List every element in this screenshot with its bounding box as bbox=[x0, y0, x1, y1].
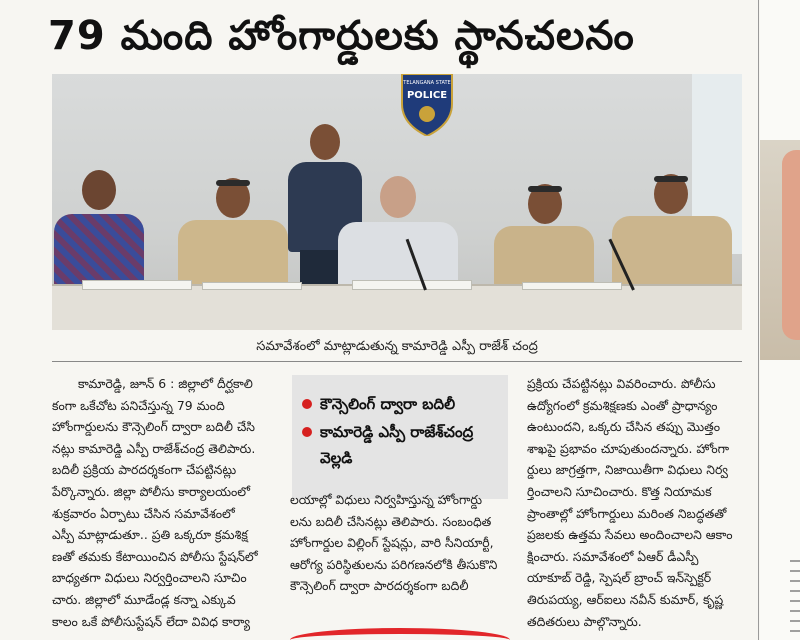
article-column-1 bbox=[52, 373, 284, 632]
col3-line: శాఖపై ప్రభావం చూపుతుందన్నారు. హోంగా bbox=[527, 440, 730, 456]
col1-line: బాధ్యతగా విధులు నిర్వర్తించాలని సూచిం bbox=[52, 570, 247, 586]
col2-line: ఆరోగ్య పరిస్థితులను పరిగణనలోకి తీసుకొని bbox=[290, 556, 498, 572]
adjacent-text bbox=[790, 560, 800, 640]
highlight-text: కౌన్సెలింగ్ ద్వారా బదిలీ bbox=[320, 395, 456, 413]
col3-line: ప్రజలకు ఉత్తమ సేవలు అందించాలని ఆకాం bbox=[527, 527, 733, 543]
next-article-ornament bbox=[290, 628, 510, 640]
col2-line: లను బదిలీ చేసినట్లు తెలిపారు. సంబంధిత bbox=[290, 513, 492, 529]
adjacent-article-strip bbox=[760, 0, 800, 640]
highlight-item bbox=[302, 419, 500, 471]
papers-4 bbox=[522, 282, 622, 290]
papers-3 bbox=[352, 280, 472, 290]
col1-line: కాలం ఒకే పోలీసుస్టేషన్ లేదా వివిధ కార్యా bbox=[52, 613, 251, 629]
article-column-3 bbox=[527, 373, 749, 632]
column-divider bbox=[758, 0, 759, 640]
col3-line: తిరుపయ్య, ఆర్ఐలు నవీన్ కుమార్, కృష్ణ bbox=[527, 591, 724, 607]
col2-line: కౌన్సెలింగ్ ద్వారా పారదర్శకంగా బదిలీ bbox=[290, 578, 469, 594]
photo-caption: సమావేశంలో మాట్లాడుతున్న కామారెడ్డి ఎస్పీ రాజేశ్ చంద్ర bbox=[52, 334, 742, 362]
col3-line: యాకూబ్ రెడ్డి, స్పెషల్ బ్రాంచ్ ఇన్‌స్పెక్టర్ bbox=[527, 570, 712, 586]
col3-line: ఉద్యోగంలో క్రమశిక్షణకు ఎంతో ప్రాధాన్యం bbox=[527, 397, 718, 413]
headline: 79 మంది హోంగార్డులకు స్థానచలనం bbox=[48, 13, 635, 59]
col1-line: చారు. జిల్లాలో మూడేండ్ల కన్నా ఎక్కువ bbox=[52, 591, 236, 607]
col3-line: ఉంటుందని, ఒక్కరు చేసిన తప్పు మొత్తం bbox=[527, 419, 721, 435]
highlight-text: కామారెడ్డి ఎస్పీ రాజేశ్‌చంద్ర వెల్లడి bbox=[320, 423, 474, 467]
col1-line: నట్లు కామారెడ్డి ఎస్పీ రాజేశ్‌చంద్ర తెలిపారు. bbox=[52, 440, 256, 456]
badge-title-text: POLICE bbox=[406, 90, 448, 101]
col1-line: కామారెడ్డి, జూన్ 6 : జిల్లాలో దీర్ఘకాలి bbox=[78, 376, 253, 391]
adjacent-photo-arm bbox=[782, 150, 800, 340]
article-column-2 bbox=[290, 489, 512, 597]
badge-state-text: TELANGANA STATE bbox=[403, 80, 451, 86]
col1-line: బదిలీ ప్రక్రియ పారదర్శకంగా చేపట్టినట్లు bbox=[52, 462, 237, 478]
col2-line: హోంగార్డుల విల్లింగ్ స్టేషన్లు, వారి సీనియార్టీ, bbox=[290, 535, 494, 551]
red-bullet-icon bbox=[302, 399, 312, 409]
conference-table bbox=[52, 284, 742, 330]
papers-1 bbox=[82, 280, 192, 290]
col3-line: క్షించారు. సమావేశంలో ఏఆర్ డీఎస్పీ bbox=[527, 548, 699, 564]
col3-line: ప్రాంతాల్లో హోంగార్డులు మరింత నిబద్ధతతో bbox=[527, 505, 727, 521]
col3-line: ర్తించాలని సూచించారు. కొత్త నియామక bbox=[527, 483, 712, 499]
col1-line: హోంగార్డులను కౌన్సెలింగ్ ద్వారా బదిలీ చేసి bbox=[52, 419, 255, 435]
papers-2 bbox=[202, 282, 302, 290]
highlight-box bbox=[292, 375, 508, 499]
news-photo bbox=[52, 74, 742, 330]
col1-line: కంగా ఒకేచోట పనిచేస్తున్న 79 మంది bbox=[52, 397, 225, 413]
col3-line: ప్రక్రియ చేపట్టినట్లు వివరించారు. పోలీసు bbox=[527, 376, 716, 391]
col2-line: లయాల్లో విధులు నిర్వహిస్తున్న హోంగార్డు bbox=[290, 492, 483, 507]
col1-line: పేర్కొన్నారు. జిల్లా పోలీసు కార్యాలయంలో bbox=[52, 483, 251, 499]
col3-line: తదితరులు పాల్గొన్నారు. bbox=[527, 613, 642, 629]
col1-line: శుక్రవారం ఏర్పాటు చేసిన సమావేశంలో bbox=[52, 505, 235, 521]
col1-line: ణతో తమకు కేటాయించిన పోలీసు స్టేషన్‌లో bbox=[52, 548, 258, 564]
col3-line: ర్డులు జాగ్రత్తగా, నిజాయితీగా విధులు నిర్వ bbox=[527, 462, 728, 478]
col1-line: ఎస్పీ మాట్లాడుతూ.. ప్రతి ఒక్కరూ క్రమశిక్ష bbox=[52, 527, 248, 543]
red-bullet-icon bbox=[302, 427, 312, 437]
police-badge bbox=[392, 74, 462, 136]
highlight-item bbox=[302, 391, 500, 417]
